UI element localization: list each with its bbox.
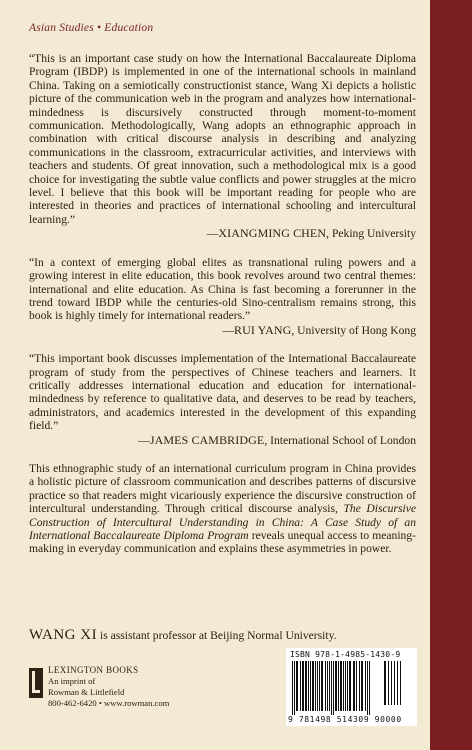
reviewer-affiliation: , University of Hong Kong xyxy=(291,323,416,337)
review-attribution-2 xyxy=(29,324,416,337)
publisher-text xyxy=(48,665,169,709)
author-bio xyxy=(29,627,424,644)
review-quote-3: “This important book discusses implementation of the International Baccalaureate program of study from the perspectives of Chinese teachers and learners. It critically addresses international education and education for international-mindedness by reference to qualitative data, and deserves to be read by teachers, administrators, and academics interested in the development of this expanding field.” xyxy=(29,352,416,433)
description-before: This ethnographic study of an international curriculum program in China provides a holistic picture of classroom communication and describes patterns of discursive practice so that readers might vicariously experience the discursive construction of intercultural understanding. Through critical discourse analysis, xyxy=(29,461,416,516)
barcode-main-digits: 9 781498 514309 xyxy=(288,715,370,724)
publisher-logo-icon xyxy=(29,668,43,698)
barcode-price-code: 90000 xyxy=(374,715,402,724)
category-label: Asian Studies • Education xyxy=(29,22,154,34)
publisher-parent: Rowman & Littlefield xyxy=(48,687,125,697)
isbn-barcode xyxy=(286,648,417,726)
reviewer-name: XIANGMING CHEN xyxy=(218,226,327,241)
publisher-imprint: An imprint of xyxy=(48,676,96,686)
reviewer-affiliation: , Peking University xyxy=(326,227,416,241)
book-title: The Discursive Construction of Intercultural Understanding in China: A Case Study of an International Baccalaureate Diploma Program xyxy=(29,502,416,542)
book-description xyxy=(29,462,416,556)
publisher-contact: 800-462-6420 • www.rowman.com xyxy=(48,698,170,708)
attribution-dash: — xyxy=(138,433,150,447)
author-bio-text: is assistant professor at Beijing Normal University. xyxy=(97,629,337,642)
review-quote-2: “In a context of emerging global elites as transnational ruling powers and a growing interest in elite education, this book revolves around two central themes: international and elite education. As China is fast becoming a forerunner in the trend toward IBDP while the centuries-old Sino-centralism remains strong, this book is highly timely for international readers.” xyxy=(29,255,416,323)
review-attribution-1 xyxy=(29,227,416,240)
reviewer-affiliation: , International School of London xyxy=(264,433,416,447)
review-quote-1: “This is an important case study on how the International Baccalaureate Diploma Program (IBDP) is implemented in one of the international schools in mainland China. Taking on a semiotically constructionist stance, Wang Xi depicts a holistic picture of the communication web in the program and analyzes how international-mindedness is discursively constructed through moment-to-moment communication. Methodologically, Wang adopts an ethnographic approach in combination with critical discourse analysis in describing and analyzing communications in the classroom, extracurricular activities, and interviews with teachers and students. Of great innovation, such a methodological mix is a good choice for investigating the subtle value conflicts and power struggles at the micro level. I believe that this book will be important reading for people who are interested in theories and practices of international schooling and intercultural learning.” xyxy=(29,52,416,226)
description-after: reveals unequal access to meaning-making in everyday communication and explains these asymmetries in power. xyxy=(29,529,416,556)
reviewer-name: JAMES CAMBRIDGE xyxy=(149,432,265,447)
review-attribution-3 xyxy=(29,434,416,447)
attribution-dash: — xyxy=(206,227,219,241)
barcode-digits xyxy=(288,715,415,724)
isbn-number: ISBN 978-1-4985-1430-9 xyxy=(290,650,401,659)
spine-color-band xyxy=(430,0,472,750)
publisher-name: LEXINGTON BOOKS xyxy=(48,665,139,675)
publisher-block xyxy=(29,663,189,723)
barcode-icon xyxy=(290,661,414,715)
content-area xyxy=(29,52,416,556)
author-name: WANG XI xyxy=(29,627,98,643)
attribution-dash: — xyxy=(222,323,235,337)
reviewer-name: RUI YANG xyxy=(234,322,292,337)
